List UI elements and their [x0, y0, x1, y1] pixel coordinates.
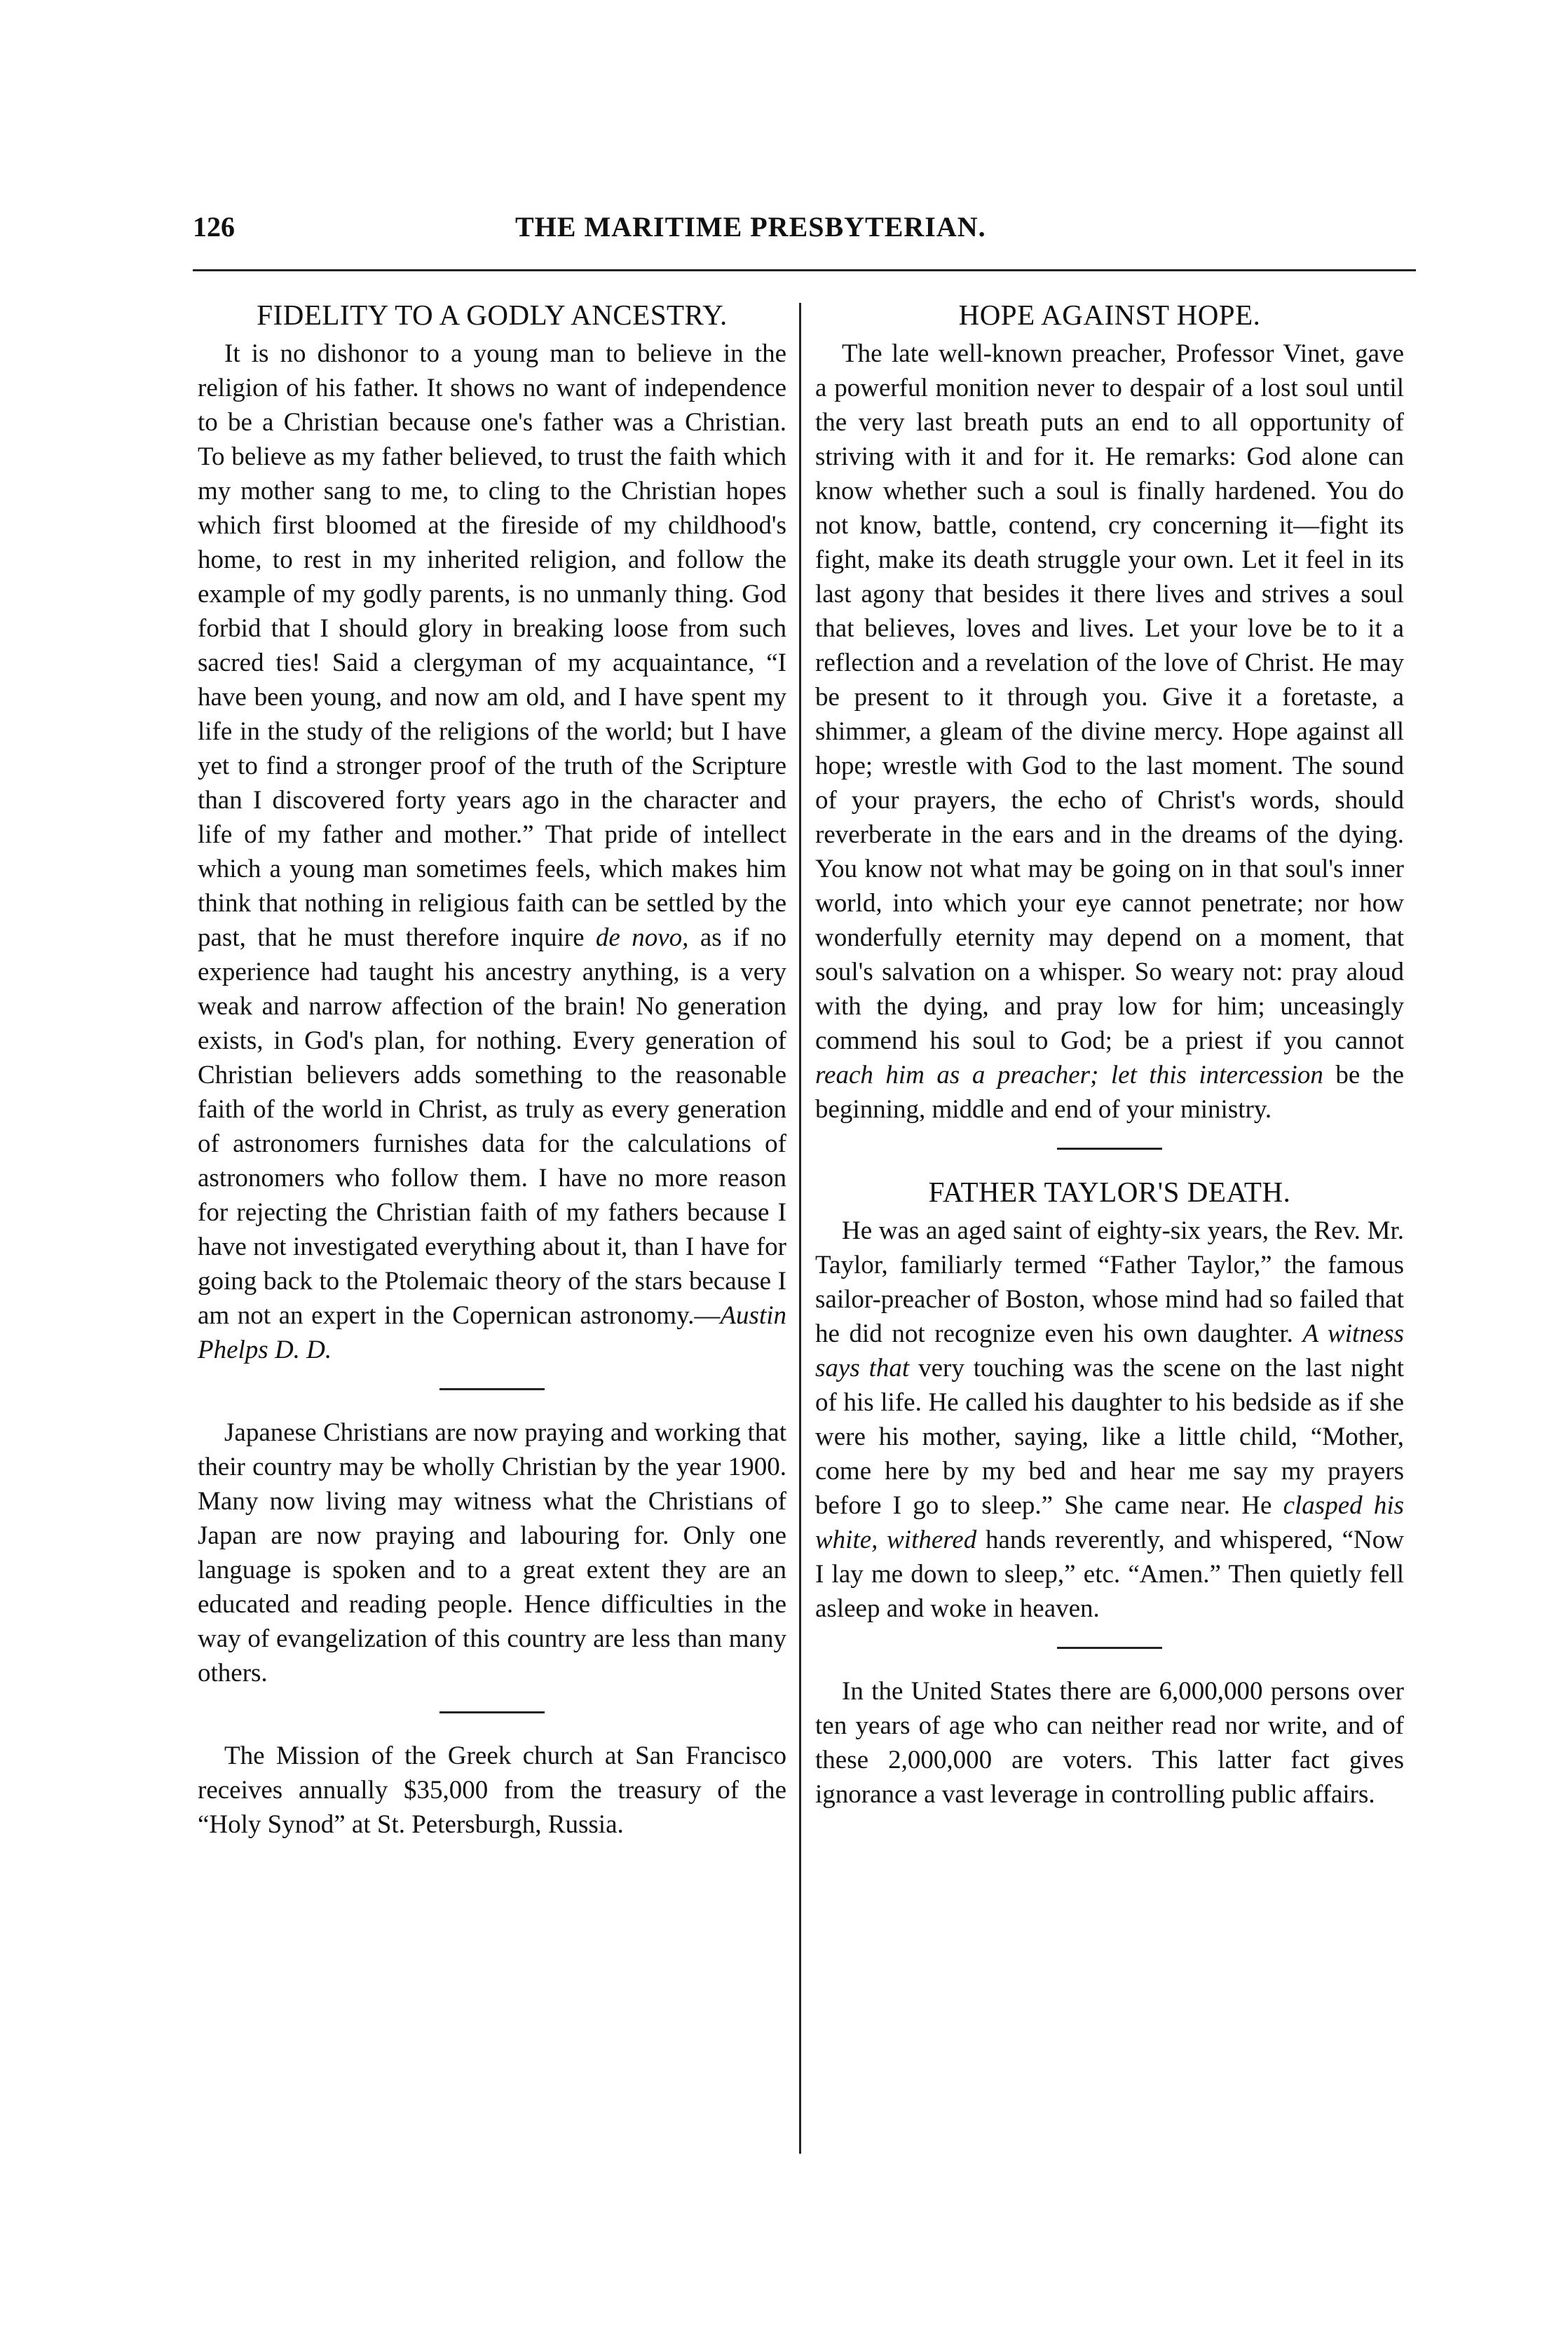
italic-passage: reach him as a preacher; let this intercession	[815, 1061, 1323, 1089]
page-number: 126	[193, 211, 235, 243]
article-body-hope	[815, 337, 1404, 1127]
header-rule	[193, 269, 1416, 271]
page-header	[193, 210, 1416, 252]
article-heading-father-taylor: FATHER TAYLOR'S DEATH.	[928, 1176, 1291, 1208]
section-divider	[1057, 1647, 1162, 1649]
article-heading-hope: HOPE AGAINST HOPE.	[958, 299, 1261, 331]
italic-passage: A witness says that	[815, 1319, 1404, 1383]
body-text-cont: be the beginning, middle and end of your ministry.	[815, 1061, 1405, 1124]
article-body-illiteracy: In the United States there are 6,000,000 persons over ten years of age who can neither read nor write, and of these 2,000,000 are voters. This latter fact gives ignorance a vast leverage in controlling public affairs.	[815, 1677, 1404, 1809]
running-title: THE MARITIME PRESBYTERIAN.	[515, 211, 986, 243]
author-signature: Austin Phelps D. D.	[198, 1301, 786, 1364]
body-text: It is no dishonor to a young man to believe in the religion of his father. It shows no want of independence to be a Christian because one's father was a Christian. To believe as my father believed, to trust the faith which my mother sang to me, to cling to the Christian hopes which first bloomed at the fireside of my childhood's home, to rest in my inherited religion, and follow the example of my godly parents, is no unmanly thing. God forbid that I should glory in breaking loose from such sacred ties! Said a clergyman of my acquaintance, “I have been young, and now am old, and I have spent my life in the study of the religions of the world; but I have yet to find a stronger proof of the truth of the Scripture than I discovered forty years ago in the character and life of my father and mother.” That pride of intellect which a young man sometimes feels, which makes him think that nothing in religious faith can be settled by the past, that he must therefore inquire	[198, 339, 786, 952]
section-divider	[1057, 1148, 1162, 1150]
body-text: The late well-known preacher, Professor Vinet, gave a powerful monition never to despair of a lost soul until the very last breath puts an end to all opportunity of striving with it and for it. He remarks: God alone can know whether such a soul is finally hardened. You do not know, battle, contend, cry concerning it—fight its fight, make its death struggle your own. Let it feel in its last agony that besides it there lives and strives a soul that believes, loves and lives. Let your love be to it a reflection and a revelation of the love of Christ. He may be present to it through you. Give it a foretaste, a shimmer, a gleam of the divine mercy. Hope against all hope; wrestle with God to the last moment. The sound of your prayers, the echo of Christ's words, should reverberate in the ears and in the dreams of the dying. You know not what may be going on in that soul's inner world, into which your eye cannot penetrate; nor how wonderfully eternity may depend on a moment, that soul's salvation on a whisper. So weary not: pray aloud with the dying, and pray low for him; unceasingly commend his soul to God; be a priest if you cannot	[815, 339, 1404, 1055]
column-divider	[799, 303, 801, 2154]
article-heading-fidelity: FIDELITY TO A GODLY ANCESTRY.	[257, 299, 728, 331]
italic-passage-2: clasped his white, withered	[815, 1491, 1405, 1554]
article-body-greek-mission: The Mission of the Greek church at San Francisco receives annually $35,000 from the treasury of the “Holy Synod” at St. Petersburgh, Russia.	[198, 1741, 786, 1839]
body-text-cont-2: hands reverently, and whispered, “Now I lay me down to sleep,” etc. “Amen.” Then quietly fell asleep and woke in heaven.	[815, 1526, 1404, 1623]
section-divider	[439, 1388, 545, 1390]
body-text-cont: very touching was the scene on the last night of his life. He called his daughter to his bedside as if she were his mother, saying, like a little child, “Mother, come here by my bed and hear me say my prayers before I go to sleep.” She came near. He	[815, 1354, 1405, 1520]
section-divider	[439, 1711, 545, 1713]
body-text: He was an aged saint of eighty-six years, the Rev. Mr. Taylor, familiarly termed “Father Taylor,” the famous sailor-preacher of Boston, whose mind had so failed that he did not recognize even his own daughter.	[815, 1216, 1404, 1348]
right-column	[815, 298, 1404, 1812]
article-body-japan: Japanese Christians are now praying and working that their country may be wholly Christian by the year 1900. Many now living may witness what the Christians of Japan are now praying and labouring for. Only one language is spoken and to a great extent they are an educated and reading people. Hence difficulties in the way of evangelization of this country are less than many others.	[198, 1418, 786, 1687]
left-column	[198, 298, 786, 1842]
article-body-fidelity	[198, 337, 786, 1367]
latin-phrase: de novo,	[595, 923, 689, 952]
article-body-father-taylor	[815, 1214, 1404, 1626]
body-text-cont: as if no experience had taught his ancestry anything, is a very weak and narrow affection of the brain! No generation exists, in God's plan, for nothing. Every generation of Christian believers adds something to the reasonable faith of the world in Christ, as truly as every generation of astronomers furnishes data for the calculations of astronomers who follow them. I have no more reason for rejecting the Christian faith of my fathers because I have not investigated everything about it, than I have for going back to the Ptolemaic theory of the stars because I am not an expert in the Copernican astronomy.—	[198, 923, 787, 1330]
